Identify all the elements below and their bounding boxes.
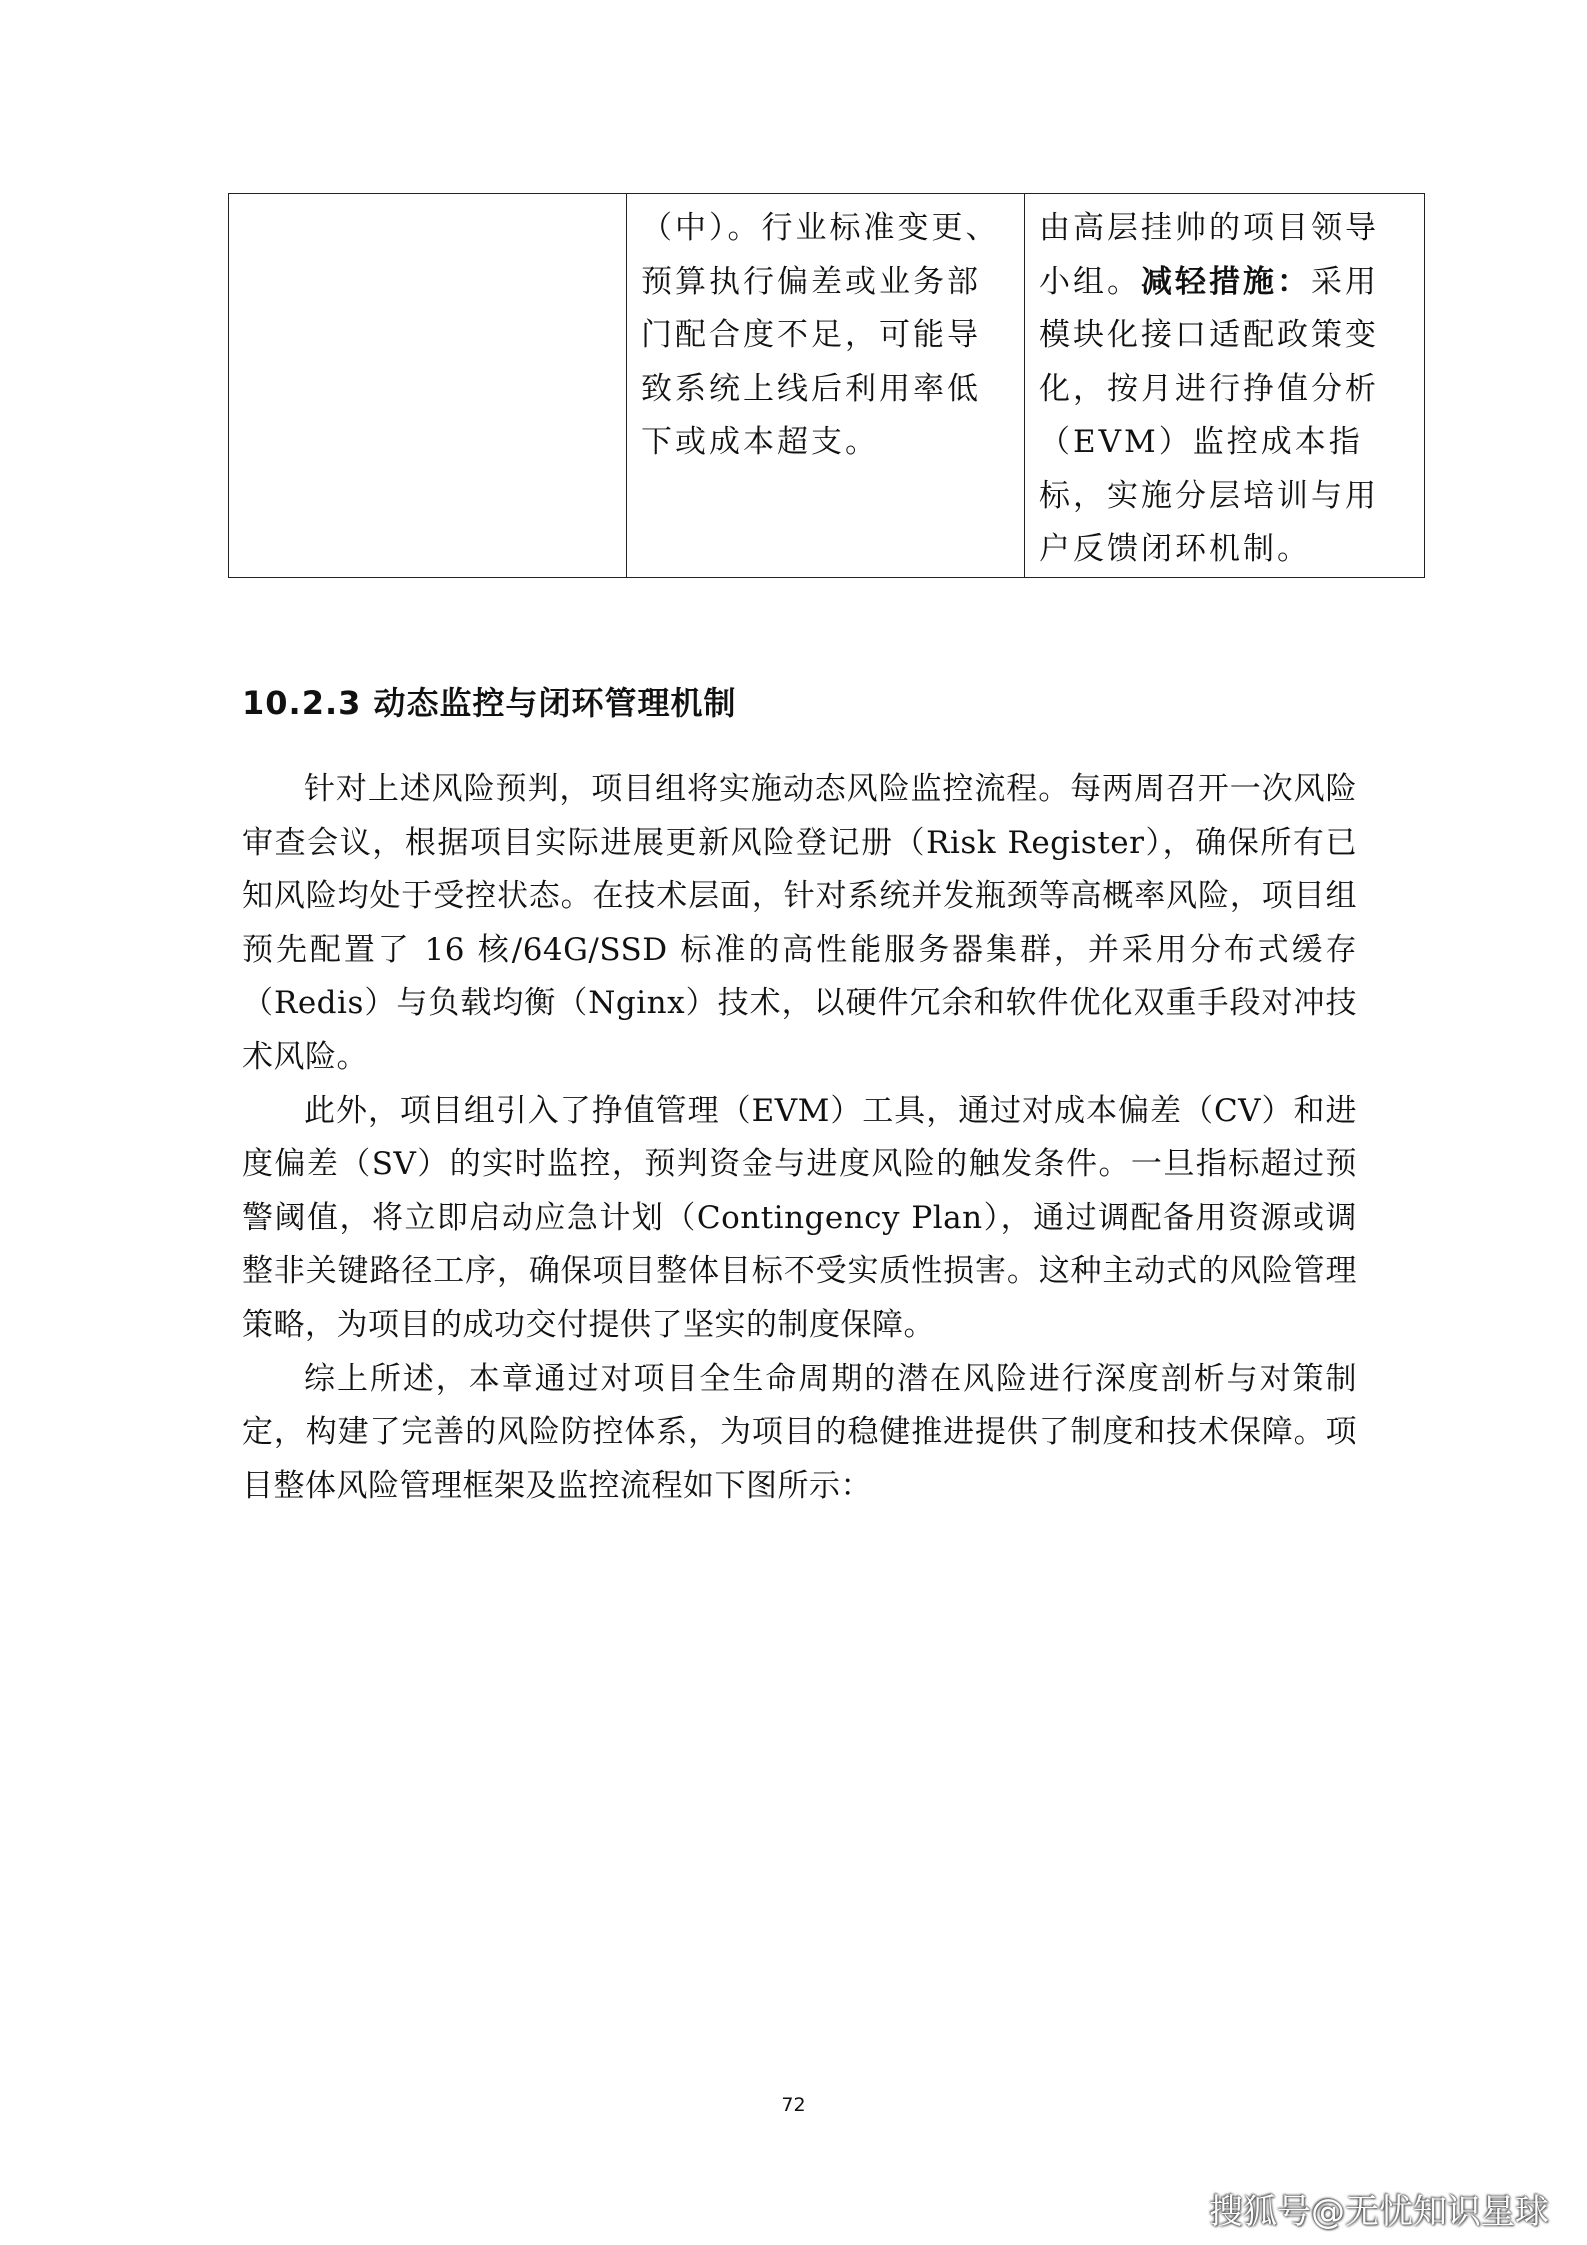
table-cell-risk-description: （中）。行业标准变更、预算执行偏差或业务部门配合度不足，可能导致系统上线后利用率低下或成本超支。 — [627, 194, 1025, 578]
table-cell-risk-name — [229, 194, 627, 578]
table-cell-mitigation — [1025, 194, 1425, 578]
watermark: 搜狐号@无忧知识星球 — [1209, 2192, 1549, 2232]
mitigation-prefix: 由高层挂帅的项目领导小组。 — [1039, 210, 1379, 300]
mitigation-text: 采用模块化接口适配政策变化，按月进行挣值分析（EVM）监控成本指标，实施分层培训与用户反馈闭环机制。 — [1039, 263, 1379, 567]
table-row — [229, 194, 1425, 578]
mitigation-label: 减轻措施： — [1141, 263, 1311, 300]
paragraph: 综上所述，本章通过对项目全生命周期的潜在风险进行深度剖析与对策制定，构建了完善的风险防控体系，为项目的稳健推进提供了制度和技术保障。项目整体风险管理框架及监控流程如下图所示： — [242, 1360, 1357, 1504]
page-number: 72 — [781, 2094, 806, 2116]
section-heading: 10.2.3 动态监控与闭环管理机制 — [242, 684, 737, 722]
section-body — [242, 763, 1357, 1513]
paragraph: 此外，项目组引入了挣值管理（EVM）工具，通过对成本偏差（CV）和进度偏差（SV）的实时监控，预判资金与进度风险的触发条件。一旦指标超过预警阈值，将立即启动应急计划（Contingency Plan），通过调配备用资源或调整非关键路径工序，确保项目整体目标不受实质性损害。这种主动式的风险管理策略，为项目的成功交付提供了坚实的制度保障。 — [242, 1092, 1357, 1343]
risk-table — [228, 193, 1425, 578]
paragraph: 针对上述风险预判，项目组将实施动态风险监控流程。每两周召开一次风险审查会议，根据项目实际进展更新风险登记册（Risk Register），确保所有已知风险均处于受控状态。在技术层面，针对系统并发瓶颈等高概率风险，项目组预先配置了 16 核/64G/SSD 标准的高性能服务器集群，并采用分布式缓存（Redis）与负载均衡（Nginx）技术，以硬件冗余和软件优化双重手段对冲技术风险。 — [242, 771, 1357, 1075]
